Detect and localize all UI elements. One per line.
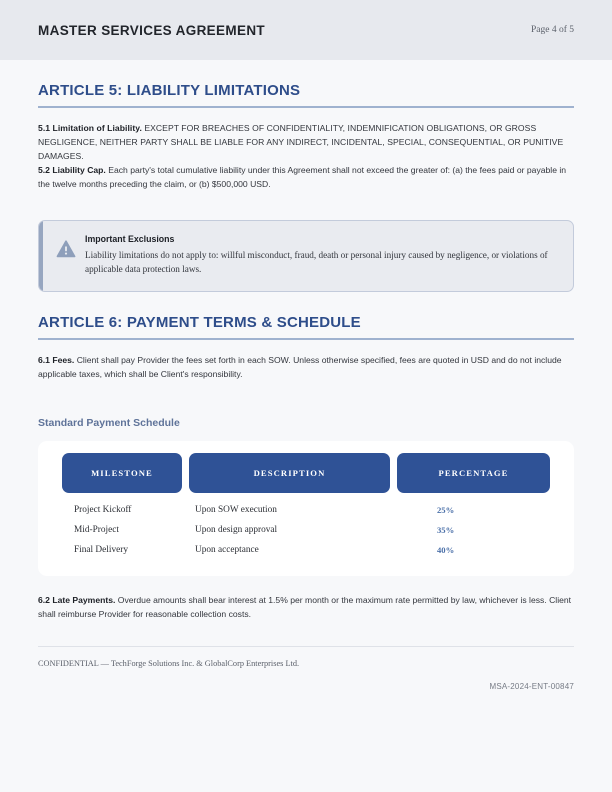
schedule-sub-heading: Standard Payment Schedule: [38, 417, 180, 430]
cell-description: Upon design approval: [195, 525, 278, 536]
column-header-description: DESCRIPTION: [189, 453, 390, 493]
callout-body: Liability limitations do not apply to: willful misconduct, fraud, death or personal injury caused by negligence, or violations of applicable data protection laws.: [85, 249, 548, 274]
clause-6-2-text: Overdue amounts shall bear interest at 1.5% per month or the maximum rate permitted by law, whichever is less. Client shall reimburse Provider for reasonable collection costs.: [38, 595, 572, 620]
document-header: [0, 0, 612, 60]
cell-percentage: 35%: [437, 525, 455, 536]
cell-percentage: 25%: [437, 505, 455, 516]
clause-6-2: [38, 594, 574, 622]
cell-milestone: Project Kickoff: [74, 505, 132, 516]
cell-milestone: Mid-Project: [74, 525, 119, 536]
clause-5-2: [38, 164, 574, 192]
clause-6-1-number: 6.1 Fees.: [38, 354, 75, 365]
column-header-percentage: PERCENTAGE: [397, 453, 550, 493]
document-id: MSA-2024-ENT-00847: [489, 682, 574, 692]
table-row: [62, 500, 550, 520]
cell-description: Upon SOW execution: [195, 505, 277, 516]
document-title: MASTER SERVICES AGREEMENT: [38, 22, 266, 38]
important-exclusions-callout: [38, 220, 574, 292]
table-row: [62, 540, 550, 560]
clause-5-2-text: Each party's total cumulative liability under this Agreement shall not exceed the greater of: (a) the fees paid or payable in the twelve months preceding the claim, or (b) $500,000 USD.: [38, 164, 567, 189]
clause-6-2-number: 6.2 Late Payments.: [38, 595, 116, 606]
table-header-row: [62, 453, 550, 493]
document-body: [38, 60, 574, 691]
clause-5-1-number: 5.1 Limitation of Liability.: [38, 123, 142, 133]
clause-5-2-number: 5.2 Liability Cap.: [38, 164, 106, 175]
confidentiality-notice: CONFIDENTIAL — TechForge Solutions Inc. & GlobalCorp Enterprises Ltd.: [38, 659, 300, 669]
footer-divider: [38, 646, 574, 647]
cell-milestone: Final Delivery: [74, 545, 128, 556]
cell-percentage: 40%: [437, 545, 455, 556]
article-6-heading: ARTICLE 6: PAYMENT TERMS & SCHEDULE: [38, 292, 574, 340]
table-row: [62, 520, 550, 540]
cell-description: Upon acceptance: [195, 545, 259, 556]
callout-accent-bar: [39, 221, 43, 291]
clause-6-1: [38, 354, 574, 382]
clause-5-1-text: EXCEPT FOR BREACHES OF CONFIDENTIALITY, INDEMNIFICATION OBLIGATIONS, OR GROSS NEGLIGENCE, NEITHER PARTY SHALL BE LIABLE FOR ANY INDIRECT, INCIDENTAL, SPECIAL, CONSEQUENTIAL, OR PUNITIVE DAMAGES.: [38, 123, 564, 161]
clause-5-1: [38, 122, 574, 164]
clause-6-1-text: Client shall pay Provider the fees set forth in each SOW. Unless otherwise specified, fees are quoted in USD and do not include applicable taxes, which shall be Client's responsibility.: [38, 354, 562, 379]
article-5-heading: ARTICLE 5: LIABILITY LIMITATIONS: [38, 60, 574, 108]
warning-triangle-icon: [56, 239, 76, 259]
page-number-label: Page 4 of 5: [530, 25, 574, 35]
column-header-milestone: MILESTONE: [62, 453, 182, 493]
payment-schedule-table: [38, 441, 574, 576]
callout-title: Important Exclusions: [85, 233, 175, 244]
